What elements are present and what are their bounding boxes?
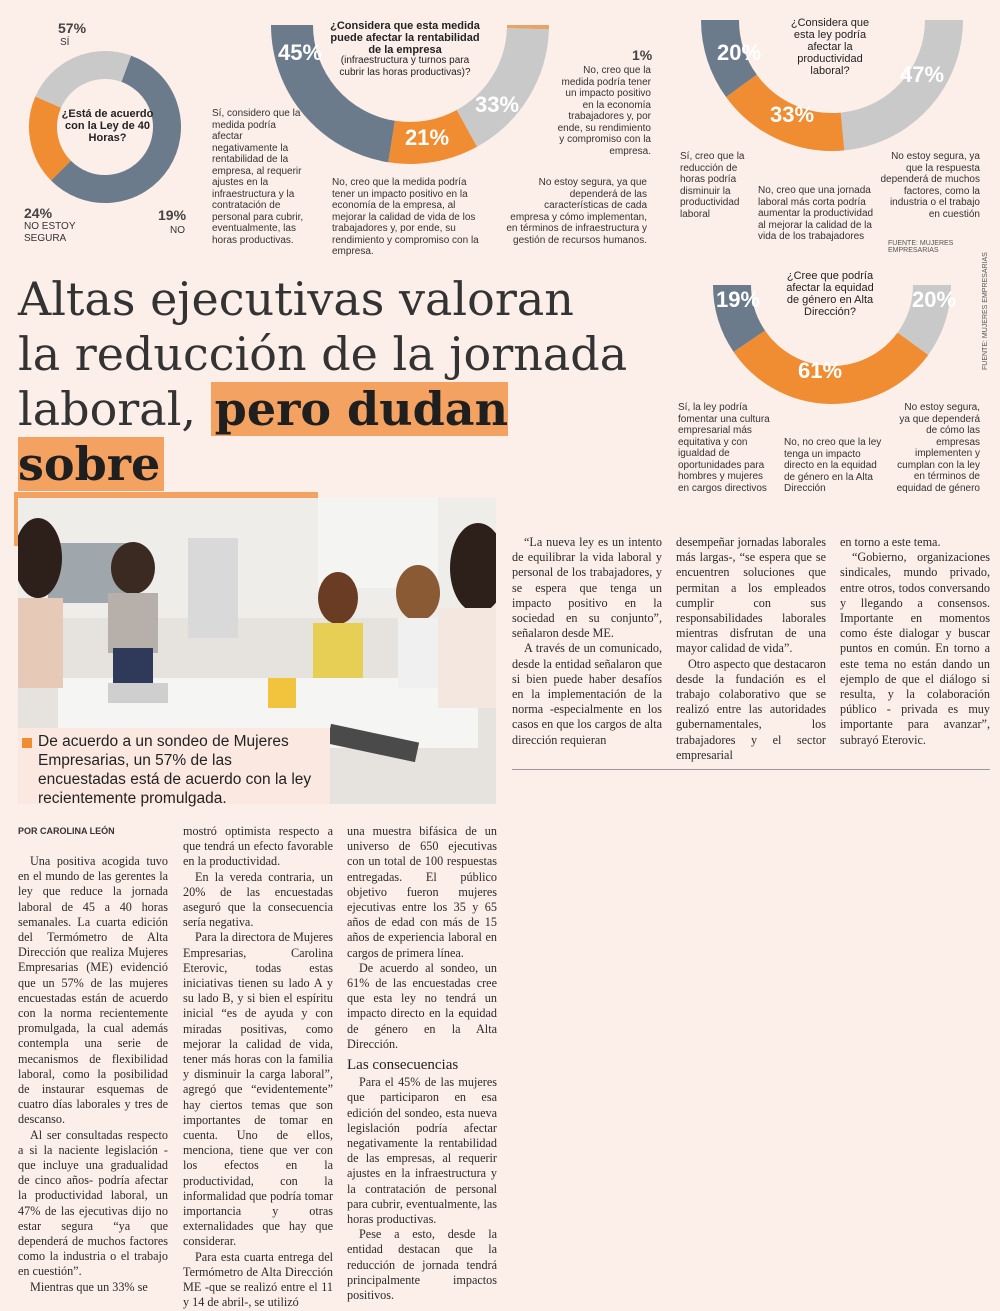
upper-column-1: [512, 535, 662, 748]
paragraph: De acuerdo al sondeo, un 61% de las encuestadas cree que esta ley no tendrá un impacto directo en la equidad de género en la Alta Dirección.: [347, 961, 497, 1052]
chart3-si-text: Sí, creo que la reducción de horas podría disminuir la productividad laboral: [680, 151, 755, 220]
paragraph: Al ser consultadas respecto a si la naciente legislación -que incluye una gradualidad de cinco años- podría afectar la productividad laboral, un 47% de las ejecutivas dijo no estar segura “ya que dependerá de muchos factores como la industria o el trabajo en cuestión”.: [18, 1128, 168, 1280]
caption-bullet: [22, 738, 32, 748]
paragraph: Para la directora de Mujeres Empresarias, Carolina Eterovic, todas estas iniciativas tienen su lado A y su lado B, y si bien el espíritu inicial “es de ayuda y con miradas positivas, como mejorar la calidad de vida, tener más horas con la familia y disminuir la carga laboral”, agregó que “evidentemente” hay ciertos temas que son importantes de tomar en cuenta. Uno de ellos, menciona, tiene que ver con los efectos en la productividad, con la informalidad que podría tomar importancia y otras externalidades que hay que considerar.: [183, 930, 333, 1249]
slice-no-estoy-segura: [48, 65, 126, 102]
lower-column-3: [347, 824, 497, 1303]
headline-line-3-plain: laboral,: [18, 382, 196, 436]
chart4-question: ¿Cree que podría afectar la equidad de género en Alta Dirección?: [780, 270, 880, 318]
caption-text: De acuerdo a un sondeo de Mujeres Empresarias, un 57% de las encuestadas está de acuerdo con la ley recientemente promulgada.: [38, 733, 311, 807]
chart3-pct-no: 33%: [770, 102, 814, 128]
paragraph: Pese a esto, desde la entidad destacan que la reducción de jornada tendrá principalmente impactos positivos.: [347, 1227, 497, 1303]
paragraph: “Gobierno, organizaciones sindicales, mundo privado, entre otros, todos conversando y llegando a consensos. Importante en momentos como éste dialogar y buscar puntos en común. En torno a este tema no están dando un ejemplo de que el diálogo si resulta, y la colaboración público - privada es muy importante para avanzar”, subrayó Eterovic.: [840, 550, 990, 748]
paragraph: mostró optimista respecto a que tendrá un efecto favorable en la productividad.: [183, 824, 333, 870]
chart1-question: ¿Está de acuerdo con la Ley de 40 Horas?: [60, 108, 155, 144]
chart1-no-pct: 19%: [158, 207, 186, 223]
chart4-no-text: No, no creo que la ley tenga un impacto directo en la equidad de género en la Alta Dirección: [784, 437, 884, 495]
lower-column-1: [18, 854, 168, 1295]
chart2-pct-ns: 33%: [475, 92, 519, 118]
chart1-ns-label: NO ESTOY SEGURA: [24, 221, 76, 244]
headline-line-1: Altas ejecutivas valoran: [18, 272, 668, 327]
photo-caption: [18, 728, 330, 804]
chart3-source: FUENTE: MUJERES EMPRESARIAS: [888, 240, 1000, 254]
paragraph: A través de un comunicado, desde la entidad señalaron que si bien puede haber desafíos en la implementación de la norma -especialmente en los casos en que los cargos de alta dirección requieran: [512, 641, 662, 747]
subheading: Las consecuencias: [347, 1058, 497, 1073]
chart1-si-pct: 57%: [58, 20, 86, 36]
chart1-ns-pct: 24%: [24, 205, 52, 221]
chart2-subquestion: (infraestructura y turnos para cubrir las horas productivas)?: [330, 55, 480, 79]
chart2-pct-no: 21%: [405, 125, 449, 151]
chart4-si-text: Sí, la ley podría fomentar una cultura empresarial más equitativa y con igualdad de oportunidades para hombres y mujeres en cargos directivos: [678, 402, 773, 494]
upper-column-3: [840, 535, 990, 748]
paragraph: Mientras que un 33% se: [18, 1280, 168, 1295]
chart1-no-label: NO: [170, 225, 185, 237]
paragraph: en torno a este tema.: [840, 535, 990, 550]
paragraph: Para esta cuarta entrega del Termómetro de Alta Dirección ME -que se realizó entre el 11 y 14 de abril-, se utilizó: [183, 1250, 333, 1311]
chart2-pct-other: 1%: [632, 47, 652, 63]
paragraph: una muestra bifásica de un universo de 650 ejecutivas con un total de 100 respuestas entregadas. El público objetivo fueron mujeres ejecutivas entre los 35 y 65 años de edad con más de 15 años de experiencia laboral en cargos de primera línea.: [347, 824, 497, 961]
chart2-question: ¿Considera que esta medida puede afectar la rentabilidad de la empresa: [330, 20, 480, 56]
chart3-no-text: No, creo que una jornada laboral más corta podría aumentar la productividad al mejorar la calidad de la vida de los trabajadores: [758, 185, 874, 243]
chart3-ns-text: No estoy segura, ya que la respuesta dependerá de muchos factores, como la industria o el trabajo en cuestión: [880, 151, 980, 220]
paragraph: “La nueva ley es un intento de equilibrar la vida laboral y personal de los trabajadores, y se espera que tenga un impacto positivo en la sociedad en su conjunto”, señalaron desde ME.: [512, 535, 662, 641]
chart3-pct-si: 20%: [717, 40, 761, 66]
headline-line-2: la reducción de la jornada: [18, 327, 668, 382]
chart3-question: ¿Considera que esta ley podría afectar la productividad laboral?: [780, 17, 880, 77]
chart2-pct-si: 45%: [278, 40, 322, 66]
chart2-ns-text: No estoy segura, ya que dependerá de las características de cada empresa y cómo implementan, en términos de infraestructura y gestión de recursos humanos.: [505, 177, 647, 246]
chart2-other-text: No, creo que la medida podría tener un impacto positivo en la economía trabajadores y, por ende, su rendimiento y compromiso con la empresa.: [553, 65, 651, 157]
paragraph: Una positiva acogida tuvo en el mundo de las gerentes la ley que reduce la jornada laboral de 45 a 40 horas semanales. La cuarta edición del Termómetro de Alta Dirección que realiza Mujeres Empresarias (ME) evidenció que un 57% de las mujeres encuestadas están de acuerdo con la norma recientemente promulgada, la cual además contempla una serie de mecanismos de flexibilidad laboral, como la posibilidad de instaurar esquemas de cuatro días laborales y tres de descanso.: [18, 854, 168, 1128]
chart4-source: FUENTE: MUJERES EMPRESARIAS: [982, 252, 989, 370]
paragraph: Otro aspecto que destacaron desde la fundación es el trabajo colaborativo que se realizó entre las autoridades gubernamentales, los trabajadores y el sector empresarial: [676, 657, 826, 763]
chart3-pct-ns: 47%: [900, 62, 944, 88]
divider: [512, 769, 990, 770]
chart4-pct-si: 19%: [716, 287, 760, 313]
paragraph: desempeñar jornadas laborales más largas-, “se espera que se encuentren soluciones que permitan a los empleados cumplir con sus responsabilidades laborales mientras disfrutan de una mayor calidad de vida”.: [676, 535, 826, 657]
chart1-si-label: SÍ: [60, 37, 69, 49]
chart2-si-text: Sí, considero que la medida podría afectar negativamente la rentabilidad de la empresa, al requerir ajustes en la infraestructura y la contratación de personal para cubrir, eventualmente, las horas productivas.: [212, 108, 304, 246]
lower-column-2: [183, 824, 333, 1311]
chart2-no-text: No, creo que la medida podría tener un impacto positivo en la economía de la empresa, al mejorar la calidad de vida de los trabajadores y, por ende, su rendimiento y compromiso con la empresa.: [332, 177, 487, 258]
byline: POR CAROLINA LEÓN: [18, 826, 115, 836]
upper-column-2: [676, 535, 826, 763]
chart4-pct-no: 61%: [798, 358, 842, 384]
slice-no: [43, 102, 61, 171]
paragraph: Para el 45% de las mujeres que participaron en esa edición del sondeo, esta nueva legislación podría afectar negativamente la rentabilidad de las empresas, al requerir ajustes en la infraestructura y la contratación de personal para cubrir, eventualmente, las horas productivas.: [347, 1075, 497, 1227]
headline-line-3-highlight: pero dudan sobre: [18, 382, 508, 491]
chart4-ns-text: No estoy segura, ya que dependerá de cómo las empresas implementen y cumplan con la ley en términos de equidad de género: [892, 402, 980, 494]
chart4-pct-ns: 20%: [912, 287, 956, 313]
paragraph: En la vereda contraria, un 20% de las encuestadas aseguró que la consecuencia sería negativa.: [183, 870, 333, 931]
